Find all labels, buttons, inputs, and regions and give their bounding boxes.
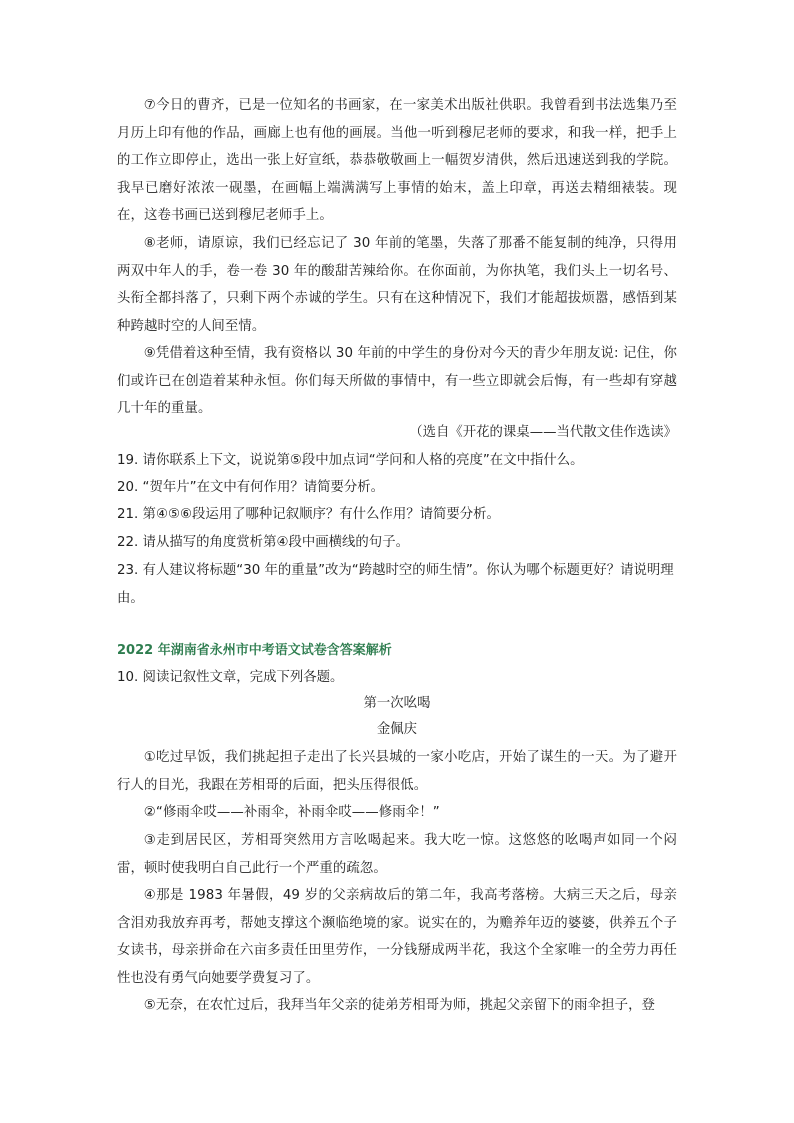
question-21: 21. 第④⑤⑥段运用了哪种记叙顺序？有什么作用？请简要分析。 <box>117 507 500 522</box>
paragraph-2: ②“修雨伞哎——补雨伞，补雨伞哎——修雨伞！” <box>143 805 440 820</box>
paragraph-8: ⑧老师，请原谅，我们已经忘记了 30 年前的笔墨，失落了那番不能复制的纯净，只得用两双中年人的手，卷一卷 30 年的酸甜苦辣给你。在你面前，为你执笔，我们头上一切名号、头衔全都抖落了，只剩下两个赤诚的学生。只有在这种情况下，我们才能超拔烦嚣，感悟到某种跨越时空的人间至情。 <box>117 236 677 334</box>
section-title: 2022 年湖南省永州市中考语文试卷含答案解析 <box>117 643 392 658</box>
question-22: 22. 请从描写的角度赏析第④段中画横线的句子。 <box>117 535 409 550</box>
paragraph-7: ⑦今日的曹齐，已是一位知名的书画家，在一家美术出版社供职。我曾看到书法选集乃至月历上印有他的作品，画廊上也有他的画展。当他一听到穆尼老师的要求，和我一样，把手上的工作立即停止，选出一张上好宣纸，恭恭敬敬画上一幅贺岁清供，然后迅速送到我的学院。我早已磨好浓浓一砚墨，在画幅上端满满写上事情的始末，盖上印章，再送去精细裱装。现在，这卷书画已送到穆尼老师手上。 <box>117 98 677 223</box>
article-title: 第一次吆喝 <box>363 696 431 711</box>
article-author: 金佩庆 <box>376 722 418 737</box>
question-19: 19. 请你联系上下文，说说第⑤段中加点词“学问和人格的亮度”在文中指什么。 <box>117 453 584 468</box>
source-citation: （选自《开花的课桌——当代散文佳作选读》 <box>409 425 677 440</box>
paragraph-1: ①吃过早饭，我们挑起担子走出了长兴县城的一家小吃店，开始了谋生的一天。为了避开行人的目光，我跟在芳相哥的后面，把头压得很低。 <box>117 750 677 793</box>
paragraph-9: ⑨凭借着这种至情，我有资格以 30 年前的中学生的身份对今天的青少年朋友说: 记住，你们或许已在创造着某种永恒。你们每天所做的事情中，有一些立即就会后悔，有一些却有穿越几十年的重量。 <box>117 346 677 416</box>
question-23: 23. 有人建议将标题“30 年的重量”改为“跨越时空的师生情”。你认为哪个标题更好？请说明理由。 <box>117 563 674 606</box>
paragraph-4: ④那是 1983 年暑假，49 岁的父亲病故后的第二年，我高考落榜。大病三天之后，母亲含泪劝我放弃再考，帮她支撑这个濒临绝境的家。说实在的，为赡养年迈的婆婆，供养五个子女读书，母亲拼命在六亩多责任田里劳作，一分钱掰成两半花，我这个全家唯一的全劳力再任性也没有勇气向她要学费复习了。 <box>117 888 677 986</box>
paragraph-3: ③走到居民区，芳相哥突然用方言吆喝起来。我大吃一惊。这悠悠的吆喝声如同一个闷雷，顿时使我明白自己此行一个严重的疏忽。 <box>117 833 677 876</box>
question-20: 20. “贺年片”在文中有何作用？请简要分析。 <box>117 480 385 495</box>
section-instruction: 10. 阅读记叙性文章，完成下列各题。 <box>117 670 344 685</box>
paragraph-5: ⑤无奈，在农忙过后，我拜当年父亲的徒弟芳相哥为师，挑起父亲留下的雨伞担子，登 <box>143 998 656 1013</box>
